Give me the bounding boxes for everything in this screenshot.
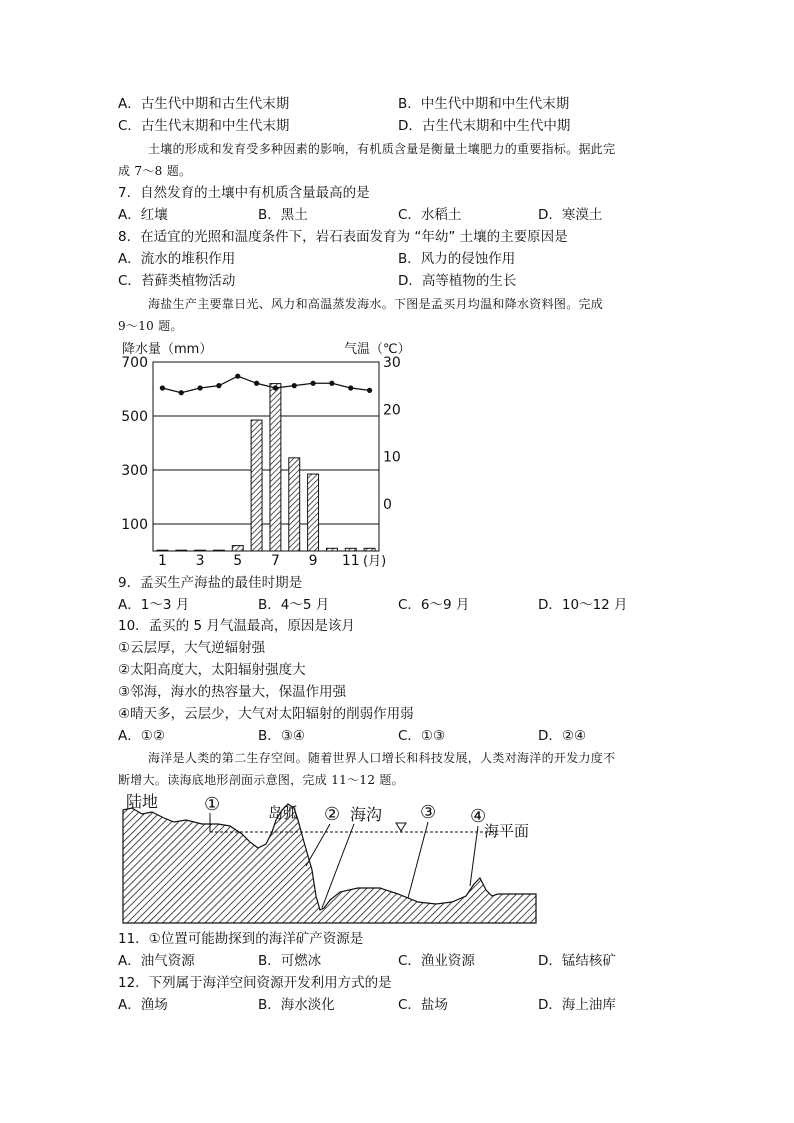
pointer-2: [306, 824, 330, 866]
q10-option-c: C．①③: [398, 728, 446, 744]
q12-option-d: D．海上油库: [538, 997, 616, 1013]
climate-chart: [110, 336, 411, 574]
q11-option-b: B．可燃冰: [258, 953, 322, 969]
temp-point-5: [235, 374, 240, 379]
sea-level-marker-icon: [396, 823, 406, 831]
temperature-line: [160, 374, 372, 396]
intro-11-12-line2: 断增大。读海底地形剖面示意图，完成 11～12 题。: [118, 773, 404, 787]
q12-option-b: B．海水淡化: [258, 997, 335, 1013]
temperature-polyline: [162, 376, 369, 393]
precipitation-bars: [157, 384, 375, 551]
right-axis-title: 气温（℃）: [344, 342, 411, 357]
q10-stem: 10．孟买的 5 月气温最高，原因是该月: [118, 618, 355, 634]
q10-item-1: ①云层厚，大气逆辐射强: [118, 640, 266, 656]
temp-point-10: [329, 381, 334, 386]
precip-bar-8: [289, 458, 300, 551]
q9-option-d: D．10～12 月: [538, 597, 628, 613]
q10-option-b: B．③④: [258, 728, 305, 744]
marker-1: ①: [204, 794, 221, 815]
q10-item-3: ③邻海，海水的热容量大，保温作用强: [118, 684, 347, 700]
q7-option-d: D．寒漠土: [538, 207, 603, 223]
intro-7-8-line2: 成 7～8 题。: [118, 164, 192, 178]
q9-option-a: A．1～3 月: [118, 597, 190, 613]
left-axis-ticks: [121, 355, 148, 533]
q7-stem: 7．自然发育的土壤中有机质含量最高的是: [118, 185, 370, 201]
left-axis-title: 降水量（mm）: [122, 342, 213, 357]
x-tick-9: 9: [308, 553, 318, 569]
label-island-arc: 岛弧: [268, 804, 299, 822]
q6-option-b: B．中生代中期和中生代末期: [398, 96, 570, 112]
precip-bar-9: [308, 474, 319, 551]
q12-stem: 12．下列属于海洋空间资源开发利用方式的是: [118, 975, 392, 991]
q8-option-d: D．高等植物的生长: [398, 273, 517, 289]
q7-option-a: A．红壤: [118, 207, 168, 223]
q6-option-a: A．古生代中期和古生代末期: [118, 96, 290, 112]
left-tick-500: 500: [121, 409, 148, 425]
q9-option-b: B．4～5 月: [258, 597, 330, 613]
temp-point-2: [179, 390, 184, 395]
temp-point-12: [367, 388, 372, 393]
right-tick-0: 0: [383, 496, 392, 513]
q6-option-c: C．古生代末期和中生代末期: [118, 118, 290, 134]
q9-option-c: C．6～9 月: [398, 597, 470, 613]
q10-option-d: D．②④: [538, 728, 587, 744]
q8-option-b: B．风力的侵蚀作用: [398, 251, 516, 267]
marker-3: ③: [420, 802, 437, 823]
q11-option-c: C．渔业资源: [398, 953, 475, 969]
q8-option-c: C．苔藓类植物活动: [118, 273, 236, 289]
x-tick-1: 1: [157, 553, 167, 569]
temp-point-1: [160, 385, 165, 390]
pointer-4: [470, 826, 478, 886]
x-tick-11: 11: [341, 553, 360, 569]
temp-point-6: [254, 381, 259, 386]
precip-bar-7: [270, 384, 281, 551]
q12-option-a: A．渔场: [118, 997, 168, 1013]
right-tick-30: 30: [383, 355, 401, 371]
marker-4: ④: [470, 806, 487, 827]
right-tick-20: 20: [383, 402, 401, 419]
label-land: 陆地: [126, 792, 159, 811]
label-sea-level: 海平面: [484, 822, 530, 840]
q7-option-b: B．黑土: [258, 207, 308, 223]
temp-point-7: [273, 385, 278, 390]
intro-9-10-line1: 海盐生产主要靠日光、风力和高温蒸发海水。下图是孟买月均温和降水资料图。完成: [148, 297, 604, 311]
temp-point-4: [216, 383, 221, 388]
intro-11-12-line1: 海洋是人类的第二生存空间。随着世界人口增长和科技发展，人类对海洋的开发力度不: [148, 751, 616, 765]
q8-stem: 8．在适宜的光照和温度条件下，岩石表面发育为 “年幼” 土壤的主要原因是: [118, 229, 568, 245]
intro-7-8-line1: 土壤的形成和发育受多种因素的影响，有机质含量是衡量土壤肥力的重要指标。据此完: [148, 142, 616, 156]
q11-option-a: A．油气资源: [118, 953, 195, 969]
plot-frame: [153, 362, 379, 551]
x-axis-unit: (月): [363, 554, 387, 569]
q7-option-c: C．水稻土: [398, 207, 462, 223]
x-tick-3: 3: [195, 553, 205, 569]
q6-option-d: D．古生代末期和中生代中期: [398, 118, 571, 134]
pointer-3: [408, 822, 428, 898]
x-tick-5: 5: [233, 553, 243, 569]
q11-stem: 11．①位置可能勘探到的海洋矿产资源是: [118, 931, 364, 947]
temp-point-8: [292, 383, 297, 388]
precip-bar-5: [232, 546, 243, 551]
seafloor-profile-diagram: [118, 790, 548, 928]
precip-bar-6: [251, 420, 262, 551]
right-axis-ticks: [383, 355, 401, 513]
q11-option-d: D．锰结核矿: [538, 953, 616, 969]
q12-option-c: C．盐场: [398, 997, 448, 1013]
q10-item-4: ④晴天多，云层少，大气对太阳辐射的削弱作用弱: [118, 706, 414, 722]
q10-item-2: ②太阳高度大，太阳辐射强度大: [118, 662, 306, 678]
temp-point-3: [197, 385, 202, 390]
marker-2: ②: [324, 804, 341, 825]
left-tick-300: 300: [121, 463, 148, 479]
q8-option-a: A．流水的堆积作用: [118, 251, 236, 267]
x-tick-7: 7: [270, 553, 280, 569]
temp-point-9: [310, 381, 315, 386]
q10-option-a: A．①②: [118, 728, 165, 744]
q9-stem: 9．孟买生产海盐的最佳时期是: [118, 575, 303, 591]
x-axis-ticks: [158, 553, 360, 569]
label-trench: 海沟: [350, 805, 383, 824]
left-tick-700: 700: [121, 355, 148, 371]
right-tick-10: 10: [383, 449, 401, 466]
left-tick-100: 100: [121, 517, 148, 533]
temp-point-11: [348, 385, 353, 390]
intro-9-10-line2: 9～10 题。: [118, 319, 183, 333]
